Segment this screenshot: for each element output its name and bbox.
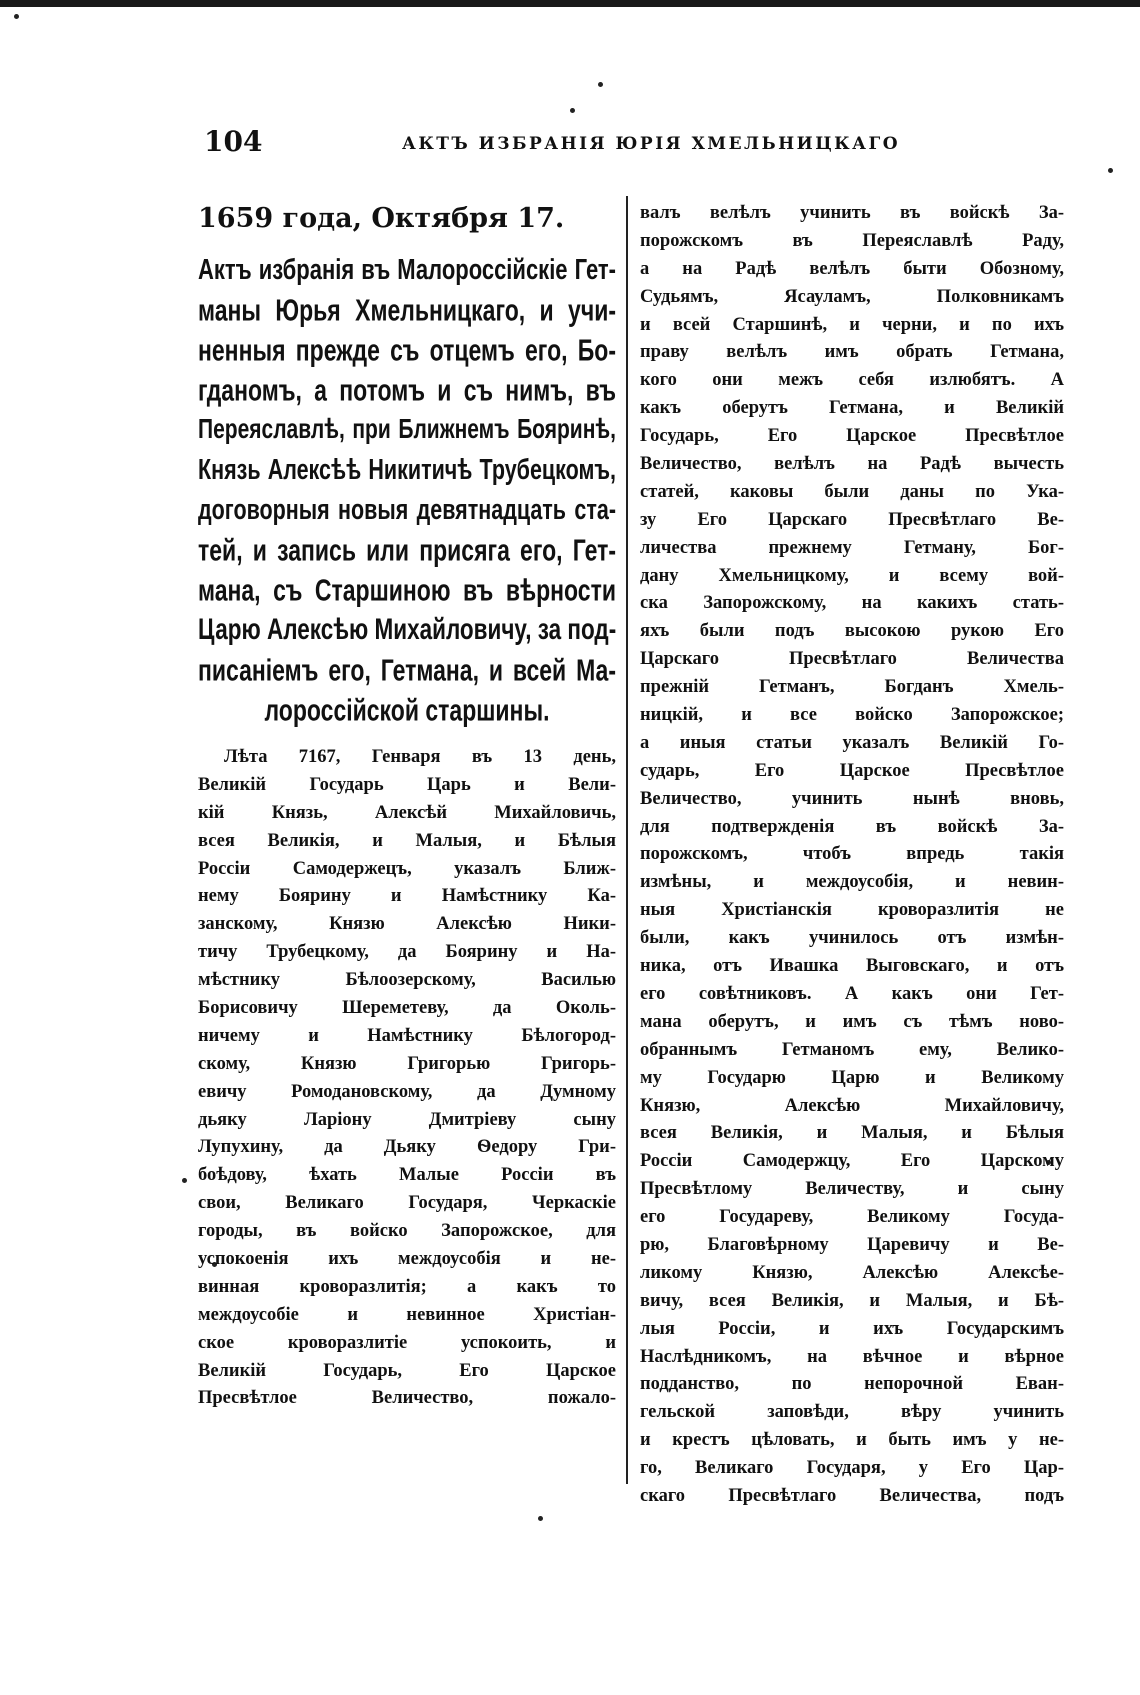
body-line: ницкій, и все войско Запорожское; bbox=[640, 705, 1064, 726]
body-line: кого они межъ себя излюбятъ. А bbox=[640, 370, 1064, 391]
body-line: порожскомъ, чтобъ впредь такія bbox=[640, 844, 1064, 865]
column-divider bbox=[626, 196, 628, 1484]
heading-line: Переяславлѣ, при Ближнемъ Бояринѣ, bbox=[198, 414, 616, 445]
body-line: его совѣтниковъ. А какъ они Гет- bbox=[640, 983, 1064, 1004]
scan-speck bbox=[538, 1516, 543, 1521]
document-date: 1659 года, Октября 17. bbox=[198, 203, 565, 234]
body-line: обраннымъ Гетманомъ ему, Велико- bbox=[640, 1039, 1064, 1060]
scan-speck bbox=[598, 82, 603, 87]
body-line: дьяку Ларіону Дмитріеву сыну bbox=[198, 1109, 616, 1130]
scan-speck bbox=[14, 14, 19, 19]
body-line: а иныя статьи указалъ Великій Го- bbox=[640, 732, 1064, 753]
body-line: Великій Государь Царь и Вели- bbox=[198, 774, 616, 795]
body-line: статей, каковы были даны по Ука- bbox=[640, 481, 1064, 502]
scan-speck bbox=[1108, 168, 1113, 173]
body-line: праву велѣлъ имъ обрать Гетмана, bbox=[640, 342, 1064, 363]
heading-line: писаніемъ его, Гетмана, и всей Ма- bbox=[198, 652, 616, 688]
body-line: его Государеву, Великому Госуда- bbox=[640, 1207, 1064, 1228]
body-line: измѣны, и междоусобія, и невин- bbox=[640, 872, 1064, 893]
body-line: Судьямъ, Ясауламъ, Полковникамъ bbox=[640, 286, 1064, 307]
body-line: подданство, по непорочной Еван- bbox=[640, 1374, 1064, 1395]
heading-line: договорныя новыя девятнадцать ста- bbox=[198, 494, 616, 526]
body-line: занскому, Князю Алексѣю Ники- bbox=[198, 914, 616, 935]
body-line: валъ велѣлъ учинить въ войскѣ За- bbox=[640, 203, 1064, 223]
body-line: Князю, Алексѣю Михайловичу, bbox=[640, 1095, 1064, 1116]
body-line: мѣстнику Бѣлоозерскому, Василью bbox=[198, 970, 616, 991]
body-line: зу Его Царскаго Пресвѣтлаго Ве- bbox=[640, 509, 1064, 530]
heading-line: тей, и запись или присяга его, Гет- bbox=[198, 532, 616, 568]
body-line: Великій Государь, Его Царское bbox=[198, 1360, 616, 1381]
body-line: го, Великаго Государя, у Его Цар- bbox=[640, 1458, 1064, 1479]
heading-line: Царю Алексѣю Михайловичу, за под- bbox=[198, 612, 617, 646]
body-line: свои, Великаго Государя, Черкаскіе bbox=[198, 1193, 616, 1214]
body-line: а на Радѣ велѣлъ быти Обозному, bbox=[640, 258, 1064, 279]
body-line: Государь, Его Царское Пресвѣтлое bbox=[640, 426, 1064, 447]
page-number: 104 bbox=[204, 125, 263, 158]
body-line: винная кроворазлитія; а какъ то bbox=[198, 1276, 616, 1297]
body-line: ника, отъ Ивашка Выговскаго, и отъ bbox=[640, 956, 1064, 977]
body-line: Пресвѣтлому Величеству, и сыну bbox=[640, 1179, 1064, 1200]
right-body-text bbox=[640, 200, 1064, 1511]
body-line: сударь, Его Царское Пресвѣтлое bbox=[640, 760, 1064, 781]
body-line: успокоенія ихъ междоусобія и не- bbox=[198, 1249, 616, 1270]
body-line: порожскомъ въ Переяславлѣ Раду, bbox=[640, 230, 1064, 251]
body-line: Величество, учинить нынѣ вновь, bbox=[640, 788, 1064, 809]
body-line: личества прежнему Гетману, Бог- bbox=[640, 537, 1064, 558]
scan-speck bbox=[182, 1178, 187, 1183]
body-line: всея Великія, и Малыя, и Бѣлыя bbox=[640, 1123, 1064, 1144]
body-line: и крестъ цѣловать, и быть имъ у не- bbox=[640, 1430, 1064, 1451]
heading-line: Князь Алексѣѣ Никитичѣ Трубецкомъ, bbox=[198, 454, 616, 486]
body-line: вичу, всея Великія, и Малыя, и Бѣ- bbox=[640, 1290, 1064, 1311]
body-line: евичу Ромодановскому, да Думному bbox=[198, 1081, 616, 1102]
body-line: рю, Благовѣрному Царевичу и Ве- bbox=[640, 1234, 1064, 1255]
top-scan-border bbox=[0, 0, 1140, 7]
heading-line: лороссійской старшины. bbox=[264, 692, 550, 728]
body-line: му Государю Царю и Великому bbox=[640, 1067, 1064, 1088]
heading-line: гданомъ, а потомъ и съ нимъ, въ bbox=[198, 372, 616, 408]
body-line: междоусобіе и невинное Христіан- bbox=[198, 1304, 616, 1325]
body-line: ничему и Намѣстнику Бѣлогород- bbox=[198, 1025, 616, 1046]
body-line: Пресвѣтлое Величество, пожало- bbox=[198, 1388, 616, 1409]
body-line: яхъ были подъ высокою рукою Его bbox=[640, 621, 1064, 642]
body-line: ское кроворазлитіе успокоить, и bbox=[198, 1332, 616, 1353]
body-line: Борисовичу Шереметеву, да Околь- bbox=[198, 998, 616, 1019]
body-line: Лупухину, да Дьяку Ѳедору Гри- bbox=[198, 1137, 616, 1158]
body-line: прежній Гетманъ, Богданъ Хмель- bbox=[640, 677, 1064, 698]
body-line: и всей Старшинѣ, и черни, и по ихъ bbox=[640, 314, 1064, 335]
heading-line: маны Юрья Хмельницкаго, и учи- bbox=[198, 292, 616, 328]
body-line: кій Князь, Алексѣй Михайловичь, bbox=[198, 802, 616, 823]
body-line: всея Великія, и Малыя, и Бѣлыя bbox=[198, 830, 616, 851]
left-body-text bbox=[198, 744, 616, 1413]
body-line: дану Хмельницкому, и всему вой- bbox=[640, 565, 1064, 586]
body-line: какъ оберутъ Гетмана, и Великій bbox=[640, 398, 1064, 419]
heading-line: мана, съ Старшиною въ вѣрности bbox=[198, 572, 616, 608]
left-column bbox=[198, 200, 616, 1413]
body-line: лыя Россіи, и ихъ Государскимъ bbox=[640, 1318, 1064, 1339]
body-line: боѣдову, ѣхать Малые Россіи въ bbox=[198, 1165, 616, 1186]
body-line: Россіи Самодержцу, Его Царскому bbox=[640, 1151, 1064, 1172]
body-line: Величество, велѣлъ на Радѣ вычесть bbox=[640, 454, 1064, 475]
body-line: Россіи Самодержецъ, указалъ Ближ- bbox=[198, 858, 616, 879]
body-line: были, какъ учинилось отъ измѣн- bbox=[640, 928, 1064, 949]
scan-speck bbox=[570, 108, 575, 113]
running-head: АКТЪ ИЗБРАНІЯ ЮРІЯ ХМЕЛЬНИЦКАГО bbox=[402, 134, 901, 154]
document-heading bbox=[198, 250, 616, 730]
body-line: гельской заповѣди, вѣру учинить bbox=[640, 1402, 1064, 1423]
body-line: для подтвержденія въ войскѣ За- bbox=[640, 816, 1064, 837]
page-header bbox=[204, 125, 1064, 168]
heading-line: ненныя прежде съ отцемъ его, Бо- bbox=[198, 332, 616, 368]
body-line: Лѣта 7167, Генваря въ 13 день, bbox=[224, 747, 616, 767]
heading-line: Актъ избранія въ Малороссійскіе Гет- bbox=[198, 252, 616, 286]
body-line: Царскаго Пресвѣтлаго Величества bbox=[640, 649, 1064, 670]
body-line: тичу Трубецкому, да Боярину и На- bbox=[198, 942, 616, 963]
body-line: скаго Пресвѣтлаго Величества, подъ bbox=[640, 1485, 1064, 1506]
body-line: ска Запорожскому, на какихъ стать- bbox=[640, 593, 1064, 614]
right-column bbox=[640, 200, 1064, 1511]
body-line: мана оберутъ, и имъ съ тѣмъ ново- bbox=[640, 1011, 1064, 1032]
body-line: городы, въ войско Запорожское, для bbox=[198, 1221, 616, 1242]
body-line: ныя Христіанскія кроворазлитія не bbox=[640, 900, 1064, 921]
body-line: Наслѣдникомъ, на вѣчное и вѣрное bbox=[640, 1346, 1064, 1367]
body-line: скому, Князю Григорью Григорь- bbox=[198, 1053, 616, 1074]
body-line: ликому Князю, Алексѣю Алексѣе- bbox=[640, 1262, 1064, 1283]
body-line: нему Боярину и Намѣстнику Ка- bbox=[198, 886, 616, 907]
